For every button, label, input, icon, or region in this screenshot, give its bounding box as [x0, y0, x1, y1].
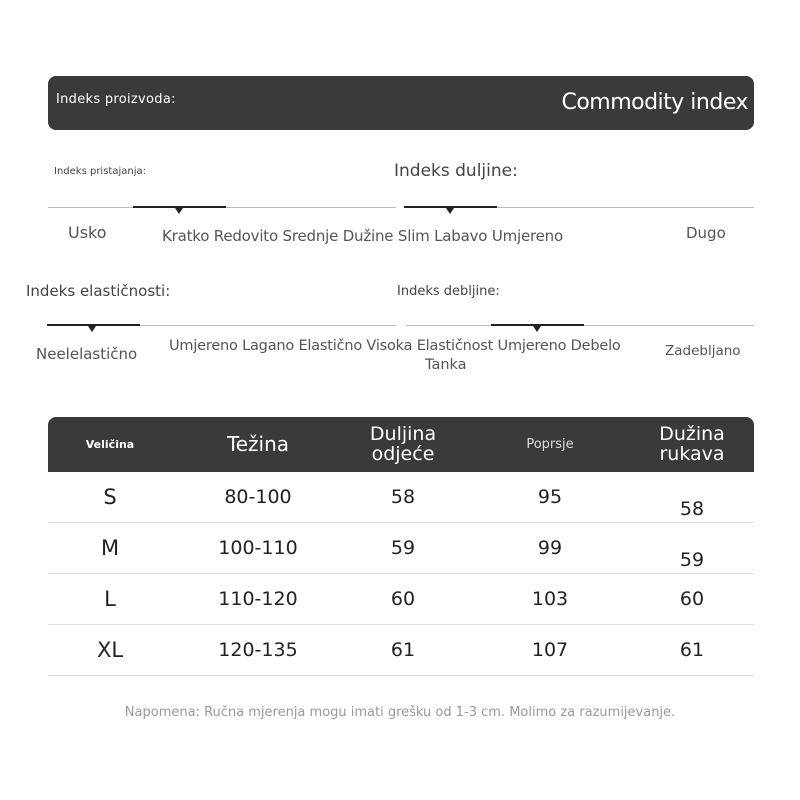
- length-label-dugo: Dugo: [686, 224, 726, 242]
- commodity-index-banner: [48, 76, 754, 130]
- length-index-title: Indeks duljine:: [394, 161, 518, 181]
- cell-size: L: [104, 587, 116, 611]
- cell-weight: 100-110: [218, 537, 298, 559]
- cell-sleeve-length: 60: [679, 588, 705, 610]
- elasticity-index-title: Indeks elastičnosti:: [26, 282, 171, 300]
- thickness-label-zadebljano: Zadebljano: [665, 343, 741, 359]
- table-row: [48, 523, 754, 574]
- table-row: [48, 472, 754, 523]
- banner-left-label: Indeks proizvoda:: [56, 92, 176, 107]
- size-table-header: [48, 417, 754, 472]
- cell-bust: 99: [537, 537, 563, 559]
- cell-sleeve-length: 58: [679, 498, 705, 520]
- cell-garment-length: 58: [390, 486, 416, 508]
- length-index-pointer-icon: [446, 208, 454, 214]
- cell-size: S: [103, 485, 117, 509]
- measurement-note: Napomena: Ručna mjerenja mogu imati grešku od 1-3 cm. Molimo za razumijevanje.: [124, 705, 676, 720]
- banner-right-label: Commodity index: [561, 90, 748, 115]
- cell-size: M: [100, 536, 120, 560]
- thickness-index-pointer-icon: [533, 326, 541, 332]
- cell-bust: 107: [531, 639, 569, 661]
- fit-label-usko: Usko: [68, 223, 107, 242]
- header-velicina: Veličina: [85, 437, 135, 451]
- cell-garment-length: 61: [390, 639, 416, 661]
- cell-garment-length: 60: [390, 588, 416, 610]
- cell-bust: 103: [531, 588, 569, 610]
- fit-label-range: Kratko Redovito Srednje Dužine Slim Labavo Umjereno: [162, 227, 563, 245]
- table-row: [48, 625, 754, 676]
- cell-sleeve-length: 61: [679, 639, 705, 661]
- header-poprsje: Poprsje: [526, 436, 574, 452]
- cell-sleeve-length: 59: [679, 549, 705, 571]
- table-row: [48, 574, 754, 625]
- header-duljina-odjece: Duljina odjeće: [369, 422, 437, 465]
- fit-index-pointer-icon: [175, 208, 183, 214]
- cell-weight: 120-135: [218, 639, 298, 661]
- cell-garment-length: 59: [390, 537, 416, 559]
- header-tezina: Težina: [226, 432, 290, 456]
- cell-weight: 80-100: [224, 486, 292, 508]
- fit-index-title: Indeks pristajanja:: [54, 166, 146, 177]
- cell-weight: 110-120: [218, 588, 298, 610]
- cell-bust: 95: [537, 486, 563, 508]
- elasticity-label-tanka: Tanka: [425, 357, 467, 373]
- size-table: [48, 417, 754, 676]
- header-duzina-rukava: Dužina rukava: [659, 422, 725, 465]
- thickness-index-title: Indeks debljine:: [397, 284, 500, 299]
- elasticity-label-neelasticno: Neelelastično: [36, 345, 138, 363]
- cell-size: XL: [96, 638, 124, 662]
- elasticity-index-pointer-icon: [88, 326, 96, 332]
- size-table-body: [48, 472, 754, 676]
- elasticity-label-range: Umjereno Lagano Elastično Visoka Elastičnost Umjereno Debelo: [169, 338, 621, 354]
